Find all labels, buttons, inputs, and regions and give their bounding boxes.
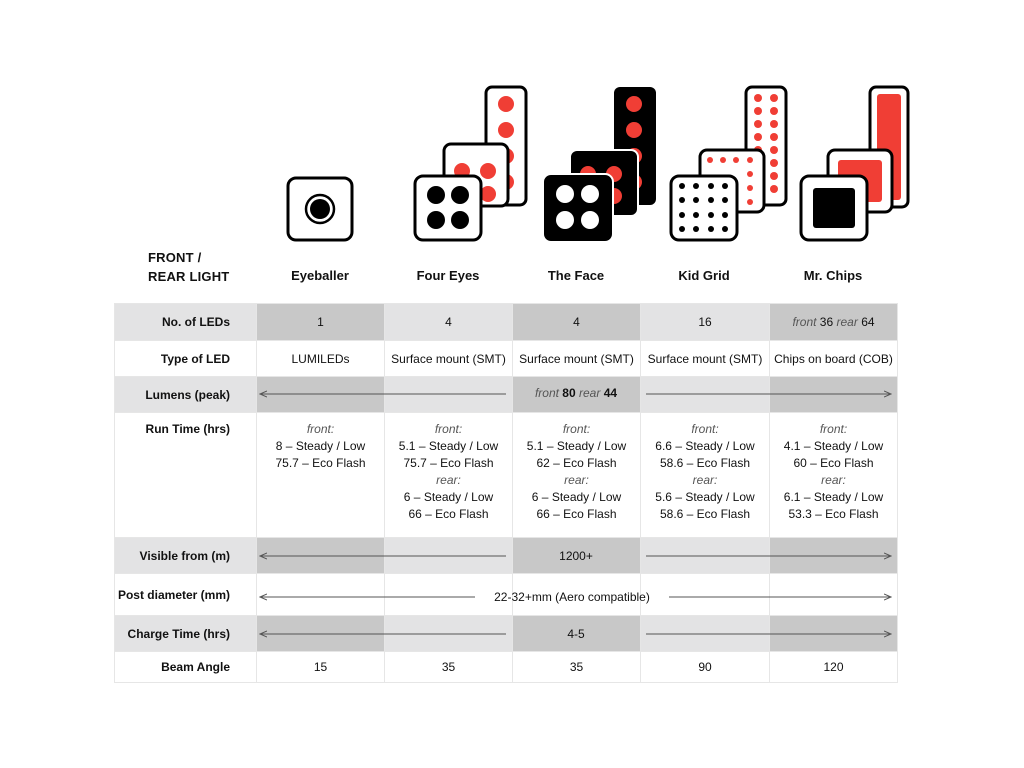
rear-tag: rear:: [821, 473, 846, 487]
rear-tag: rear:: [436, 473, 461, 487]
front-rear-line1: FRONT /: [148, 250, 202, 265]
rear-tag: rear:: [564, 473, 589, 487]
runtime-line: 62 – Eco Flash: [536, 456, 617, 470]
runtime-line: 5.1 – Steady / Low: [398, 439, 499, 453]
runtime-line: 4.1 – Steady / Low: [783, 439, 884, 453]
runtime-line: 6.1 – Steady / Low: [783, 490, 884, 504]
runtime-line: 8 – Steady / Low: [275, 439, 366, 453]
table-cell: 4: [513, 304, 641, 341]
table-cell: Surface mount (SMT): [385, 341, 513, 377]
product-name-eyeballer: Eyeballer: [291, 268, 349, 283]
charge-value: 4-5: [567, 627, 585, 641]
runtime-line: 66 – Eco Flash: [536, 507, 617, 521]
row-label: Run Time (hrs): [115, 413, 257, 538]
runtime-line: 75.7 – Eco Flash: [403, 456, 494, 470]
runtime-line: 6.6 – Steady / Low: [655, 439, 755, 453]
runtime-line: 58.6 – Eco Flash: [659, 507, 751, 521]
table-cell: 16: [641, 304, 770, 341]
row-label: Type of LED: [115, 341, 257, 377]
table-cell: 4: [385, 304, 513, 341]
front-tag: front:: [819, 422, 848, 436]
product-name-mr-chips: Mr. Chips: [803, 268, 863, 283]
table-cell: Chips on board (COB): [770, 341, 898, 377]
rear-tag: rear: [836, 315, 858, 329]
product-name-the-face: The Face: [547, 268, 605, 283]
table-cell: LUMILEDs: [257, 341, 385, 377]
table-cell: Surface mount (SMT): [641, 341, 770, 377]
front-tag: front: [792, 315, 817, 329]
runtime-line: 58.6 – Eco Flash: [659, 456, 751, 470]
row-label: Lumens (peak): [115, 377, 257, 413]
product-name-kid-grid: Kid Grid: [678, 268, 730, 283]
runtime-line: 5.6 – Steady / Low: [655, 490, 755, 504]
row-label: Charge Time (hrs): [115, 616, 257, 652]
front-rear-line2: REAR LIGHT: [148, 269, 230, 284]
runtime-line: 60 – Eco Flash: [793, 456, 874, 470]
runtime-line: 66 – Eco Flash: [408, 507, 489, 521]
front-tag: front: [534, 386, 559, 400]
runtime-line: 6 – Steady / Low: [403, 490, 494, 504]
front-tag: front:: [691, 422, 719, 436]
row-label: Post diameter (mm): [115, 574, 257, 616]
product-name-four-eyes: Four Eyes: [416, 268, 480, 283]
rear-value: 44: [603, 386, 618, 400]
table-cell: 120: [770, 652, 898, 683]
front-tag: front:: [434, 422, 463, 436]
row-label: No. of LEDs: [115, 304, 257, 341]
runtime-line: 75.7 – Eco Flash: [275, 456, 366, 470]
table-cell: 15: [257, 652, 385, 683]
table-cell: 90: [641, 652, 770, 683]
row-label: Beam Angle: [115, 652, 257, 683]
front-value: 80: [562, 386, 576, 400]
front-tag: front:: [306, 422, 335, 436]
front-tag: front:: [562, 422, 591, 436]
runtime-line: 6 – Steady / Low: [531, 490, 622, 504]
front-value: 36: [819, 315, 834, 329]
table-cell: 1: [257, 304, 385, 341]
table-cell: Surface mount (SMT): [513, 341, 641, 377]
lumens-value: [512, 386, 640, 400]
rear-value: 64: [861, 315, 875, 329]
rear-tag: rear:: [692, 473, 718, 487]
runtime-line: 5.1 – Steady / Low: [526, 439, 627, 453]
visible-value: 1200+: [559, 549, 593, 563]
runtime-line: 53.3 – Eco Flash: [788, 507, 879, 521]
row-label: Visible from (m): [115, 538, 257, 574]
table-cell: 35: [385, 652, 513, 683]
rear-tag: rear: [579, 386, 601, 400]
table-cell: 35: [513, 652, 641, 683]
post-value: 22-32+mm (Aero compatible): [494, 590, 650, 604]
